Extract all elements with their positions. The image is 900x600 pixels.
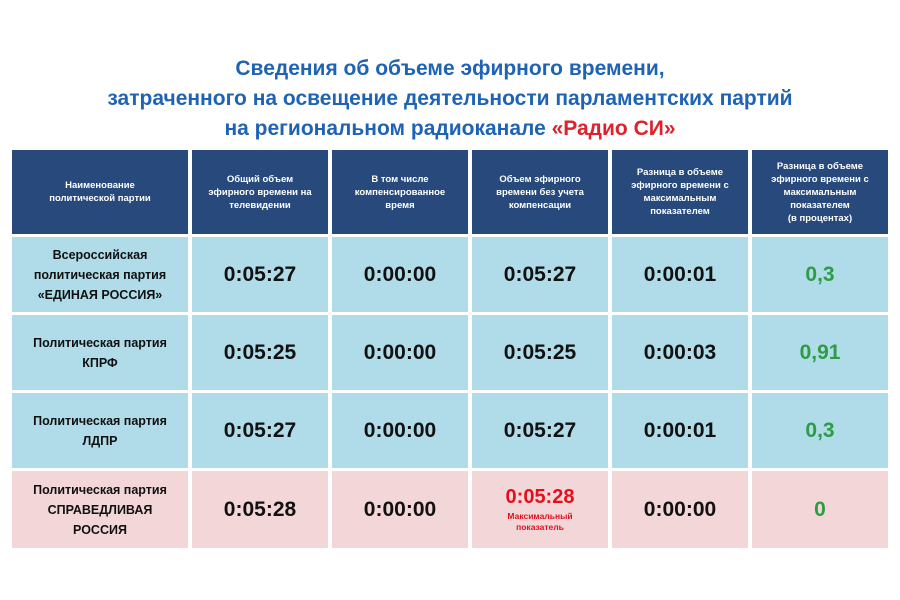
without-compensation-max-value: 0:05:28 — [505, 486, 575, 508]
header-difference — [612, 150, 748, 234]
difference-percent-value: 0,3 — [752, 393, 888, 468]
without-compensation-max-cell — [472, 471, 608, 548]
radio-brand-name: «Радио СИ» — [551, 117, 676, 140]
airtime-table — [12, 150, 888, 548]
header-without-compensation-text: Объем эфирного времени без учета компенсации — [496, 173, 584, 211]
total-airtime-value: 0:05:28 — [192, 471, 328, 548]
title-line-2: затраченного на освещение деятельности парламентских партий — [107, 87, 793, 110]
header-total-airtime — [192, 150, 328, 234]
title-line-1: Сведения об объеме эфирного времени, — [235, 57, 665, 80]
header-total-airtime-text: Общий объем эфирного времени на телевидении — [208, 173, 312, 211]
difference-value: 0:00:00 — [612, 471, 748, 548]
header-compensated-time-text: В том числе компенсированное время — [354, 173, 446, 211]
party-name-just-russia: Политическая партия СПРАВЕДЛИВАЯ РОССИЯ — [12, 471, 188, 548]
compensated-time-value: 0:00:00 — [332, 237, 468, 312]
party-name-kprf: Политическая партия КПРФ — [12, 315, 188, 390]
difference-percent-value: 0,3 — [752, 237, 888, 312]
header-difference-text: Разница в объеме эфирного времени с максимальным показателем — [631, 167, 729, 217]
header-without-compensation — [472, 150, 608, 234]
header-compensated-time — [332, 150, 468, 234]
difference-value: 0:00:01 — [612, 237, 748, 312]
party-name-ldpr: Политическая партия ЛДПР — [12, 393, 188, 468]
total-airtime-value: 0:05:27 — [192, 393, 328, 468]
difference-percent-value: 0,91 — [752, 315, 888, 390]
without-compensation-value: 0:05:25 — [472, 315, 608, 390]
title-line-3-prefix: на региональном радиоканале — [224, 117, 552, 140]
difference-value: 0:00:01 — [612, 393, 748, 468]
maximum-indicator-note: Максимальный показатель — [507, 511, 573, 532]
total-airtime-value: 0:05:25 — [192, 315, 328, 390]
header-party-name-text: Наименование политической партии — [49, 180, 151, 204]
compensated-time-value: 0:00:00 — [332, 315, 468, 390]
without-compensation-value: 0:05:27 — [472, 237, 608, 312]
header-difference-percent-text: Разница в объеме эфирного времени с максимальным показателем (в процентах) — [771, 160, 869, 224]
page-title — [0, 54, 900, 144]
total-airtime-value: 0:05:27 — [192, 237, 328, 312]
party-name-united-russia: Всероссийская политическая партия «ЕДИНАЯ РОССИЯ» — [12, 237, 188, 312]
difference-value: 0:00:03 — [612, 315, 748, 390]
title-line-3 — [0, 114, 900, 144]
compensated-time-value: 0:00:00 — [332, 471, 468, 548]
difference-percent-value: 0 — [752, 471, 888, 548]
without-compensation-value: 0:05:27 — [472, 393, 608, 468]
compensated-time-value: 0:00:00 — [332, 393, 468, 468]
header-difference-percent — [752, 150, 888, 234]
header-party-name — [12, 150, 188, 234]
